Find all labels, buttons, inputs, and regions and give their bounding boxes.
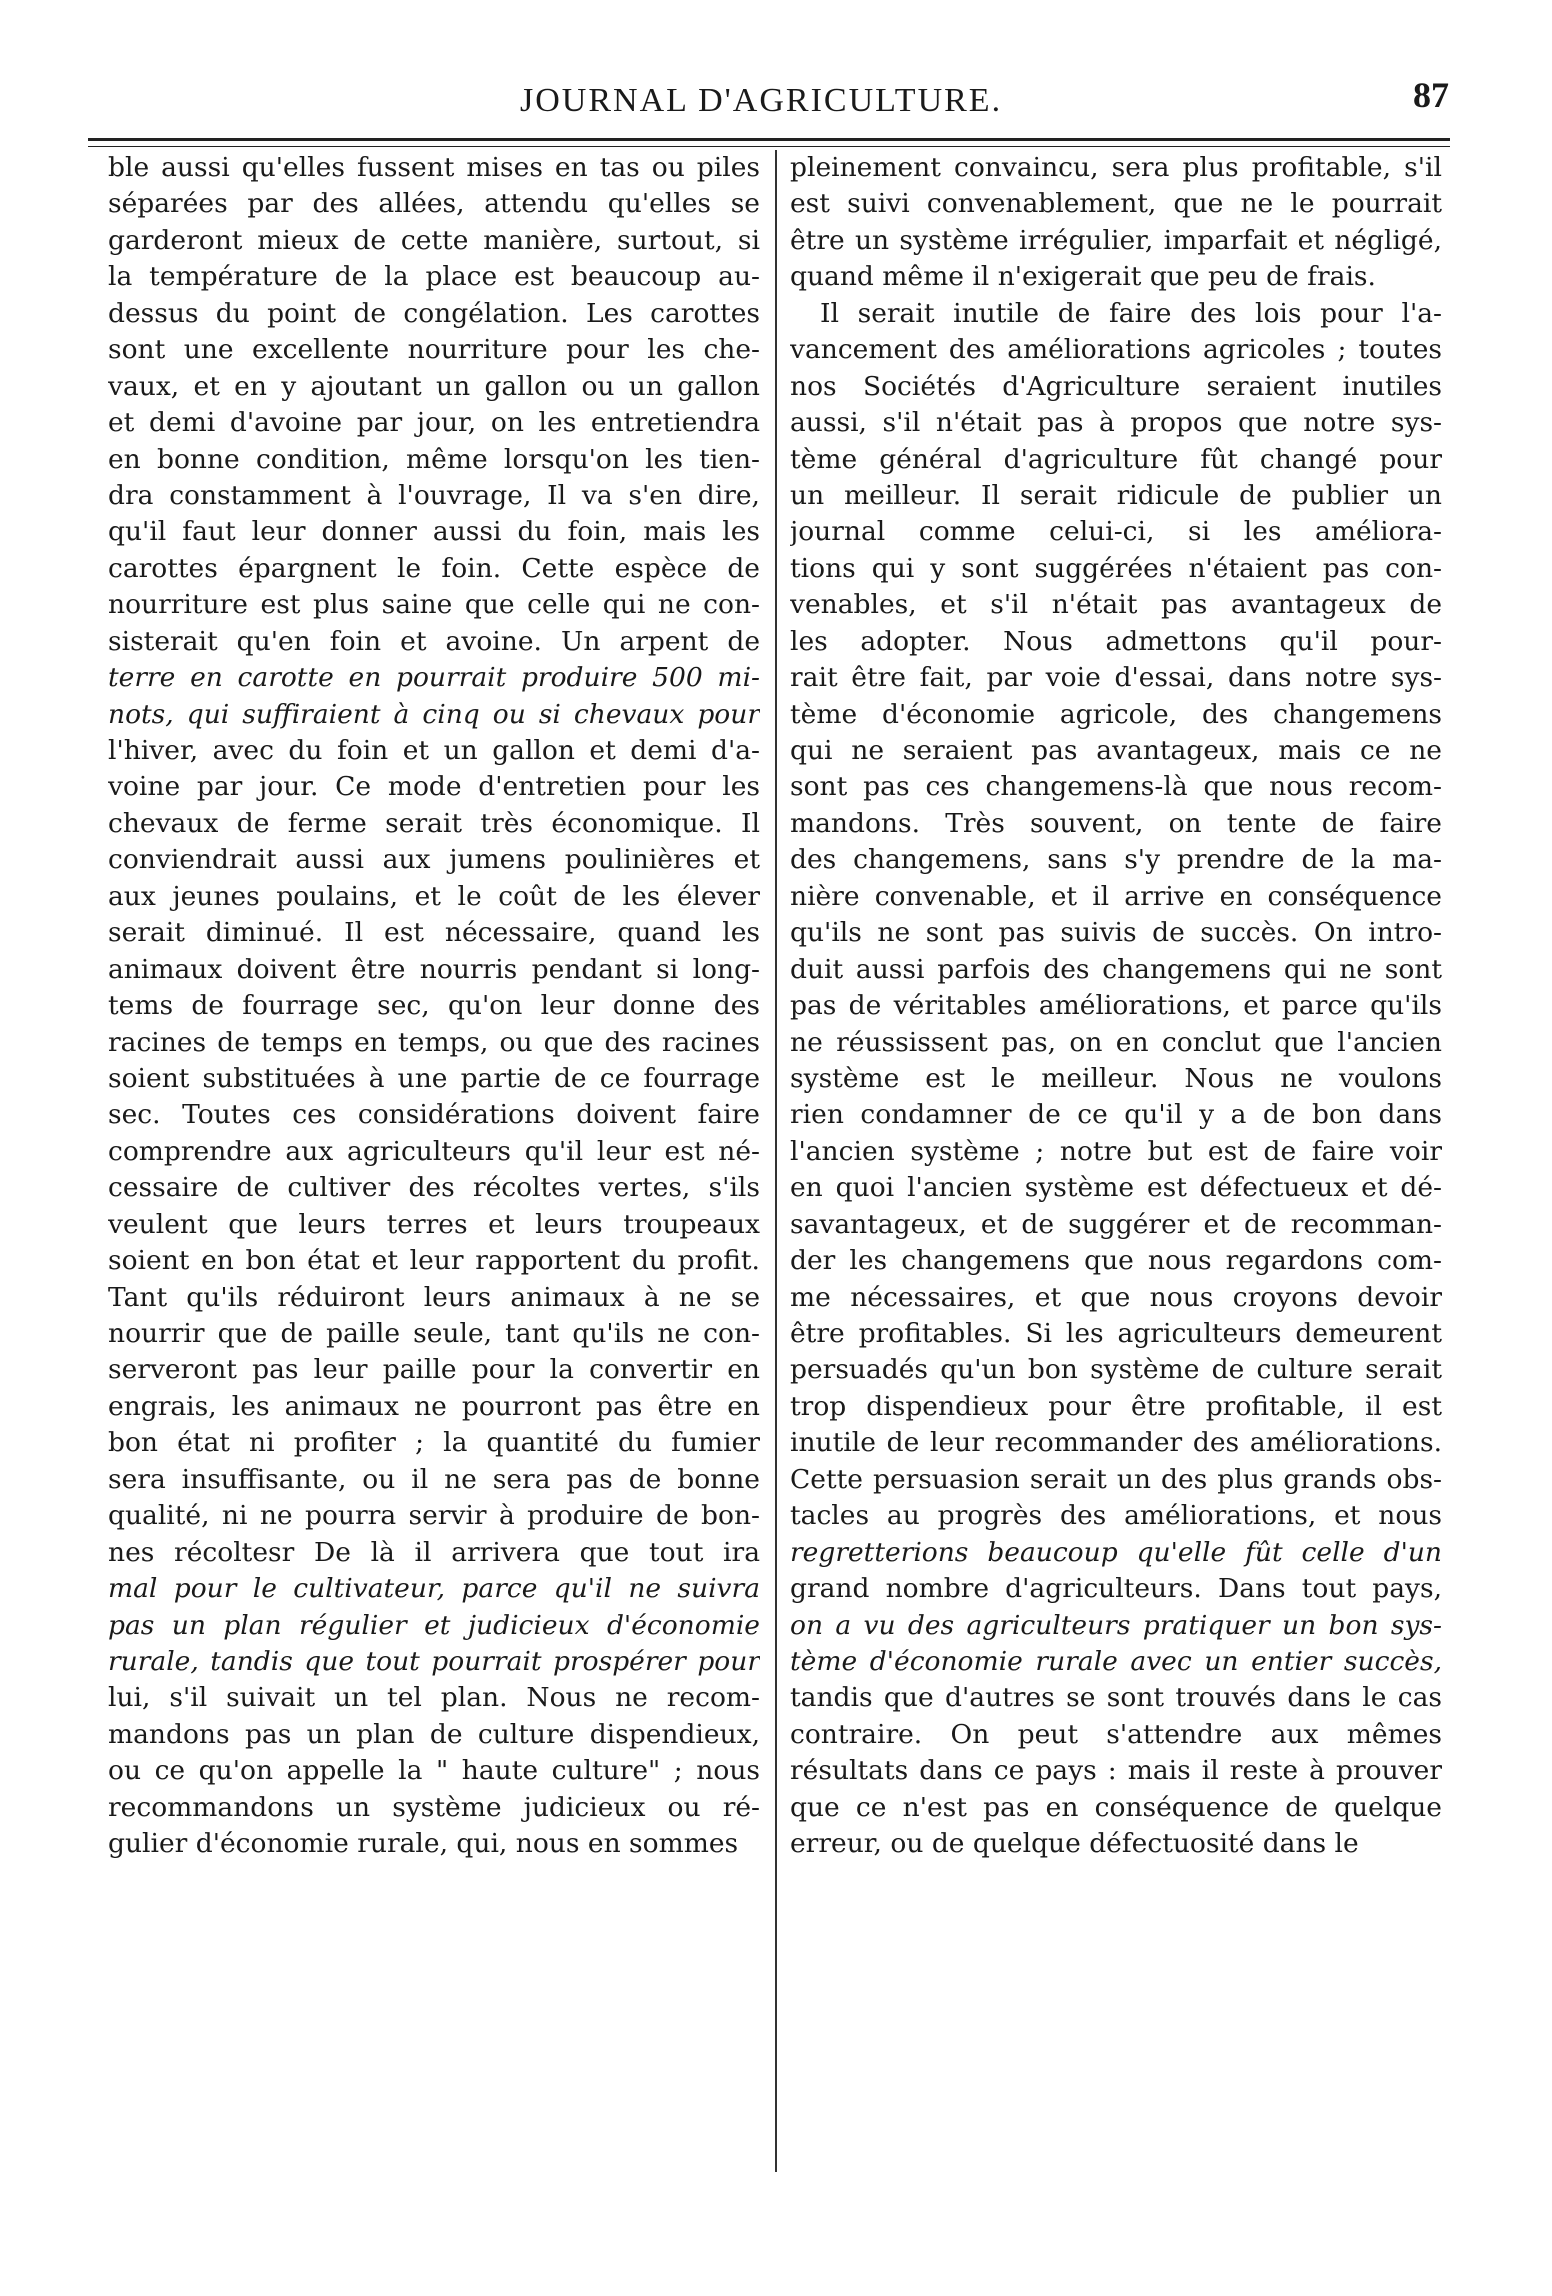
text-line: duit aussi parfois des changemens qui ne sont [790,953,1442,985]
text-line: pleinement convaincu, sera plus profitable, s'il [790,152,1442,183]
text-line: sont pas ces changemens-là que nous recom- [790,771,1442,803]
text-line: trop dispendieux pour être profitable, il est [790,1390,1442,1422]
text-line: persuadés qu'un bon système de culture serait [790,1354,1442,1386]
text-line: cessaire de cultiver des récoltes vertes, s'ils [108,1172,760,1204]
text-line: lui, s'il suivait un tel plan. Nous ne recom- [108,1682,760,1714]
text-line: et demi d'avoine par jour, on les entretiendra [108,407,760,439]
text-line: être un système irrégulier, imparfait et négligé, [790,224,1442,256]
text-line: en bonne condition, même lorsqu'on les tien- [108,443,760,475]
text-line: résultats dans ce pays : mais il reste à prouver [790,1755,1442,1787]
text-line: grand nombre d'agriculteurs. Dans tout pays, [790,1573,1442,1605]
text-line: soient en bon état et leur rapportent du profit. [108,1245,760,1277]
text-line: ne réussissent pas, on en conclut que l'ancien [790,1026,1442,1058]
text-line: tandis que d'autres se sont trouvés dans le cas [790,1682,1442,1714]
text-line: être profitables. Si les agriculteurs demeurent [790,1318,1442,1349]
text-line: serait diminué. Il est nécessaire, quand les [108,917,760,949]
text-line: que ce n'est pas en conséquence de quelque [790,1791,1442,1823]
text-line: nots, qui suffiraient à cinq ou si chevaux pour [108,698,760,730]
text-line: chevaux de ferme serait très économique. Il [108,807,760,839]
text-line: tème d'économie agricole, des changemens [790,698,1442,730]
text-line: l'ancien système ; notre but est de faire voir [790,1135,1442,1167]
text-line: inutile de leur recommander des améliorations. [790,1427,1442,1459]
text-line: les adopter. Nous admettons qu'il pour- [790,625,1442,657]
text-line: qui ne seraient pas avantageux, mais ce ne [790,735,1442,766]
right-column [790,150,1442,2180]
text-line: rurale, tandis que tout pourrait prospérer pour [108,1645,760,1677]
text-line: nos Sociétés d'Agriculture seraient inutiles [790,370,1442,402]
text-line: comprendre aux agriculteurs qu'il leur est né- [108,1135,760,1167]
text-line: sera insuffisante, ou il ne sera pas de bonne [108,1463,760,1495]
text-line: erreur, ou de quelque défectuosité dans le [790,1828,1359,1860]
text-line: terre en carotte en pourrait produire 500 mi- [108,662,760,694]
text-line: nourrir que de paille seule, tant qu'ils ne con- [108,1318,760,1349]
text-line: Il serait inutile de faire des lois pour l'a- [820,297,1442,329]
text-line: Tant qu'ils réduiront leurs animaux à ne se [108,1281,760,1313]
text-line: la température de la place est beaucoup au- [108,261,760,293]
text-line: quand même il n'exigerait que peu de frais. [790,261,1376,293]
text-line: nourriture est plus saine que celle qui ne con- [108,589,760,621]
text-line: des changemens, sans s'y prendre de la ma- [790,844,1442,876]
text-line: venables, et s'il n'était pas avantageux de [790,589,1442,621]
text-line: aux jeunes poulains, et le coût de les élever [108,880,760,912]
text-line: en quoi l'ancien système est défectueux et dé- [790,1172,1442,1204]
text-line: ble aussi qu'elles fussent mises en tas ou piles [108,152,760,183]
running-head [0,75,1552,132]
text-line: ou ce qu'on appelle la " haute culture" ; nous [108,1755,760,1787]
left-column [108,150,760,2180]
text-line: pas de véritables améliorations, et parce qu'ils [790,990,1442,1022]
text-line: tions qui y sont suggérées n'étaient pas con- [790,552,1442,584]
text-line: tems de fourrage sec, qu'on leur donne des [108,990,760,1022]
text-line: tème général d'agriculture fût changé pour [790,443,1442,475]
text-line: conviendrait aussi aux jumens poulinières et [108,844,760,876]
text-line: garderont mieux de cette manière, surtout, si [108,224,760,256]
text-line: tacles au progrès des améliorations, et nous [790,1500,1442,1532]
text-line: un meilleur. Il serait ridicule de publier un [790,479,1442,511]
text-line: carottes épargnent le foin. Cette espèce de [108,552,760,584]
text-line: on a vu des agriculteurs pratiquer un bon sys- [790,1609,1442,1641]
text-line: journal comme celui-ci, si les améliora- [790,516,1442,548]
text-line: voine par jour. Ce mode d'entretien pour les [108,771,760,803]
text-line: est suivi convenablement, que ne le pourrait [790,188,1442,220]
text-line: bon état ni profiter ; la quantité du fumier [108,1427,760,1459]
text-line: vaux, et en y ajoutant un gallon ou un gallon [108,370,760,402]
text-line: contraire. On peut s'attendre aux mêmes [790,1718,1442,1750]
text-line: Cette persuasion serait un des plus grands obs- [790,1463,1442,1495]
page-number: 87 [1413,75,1449,115]
text-line: der les changemens que nous regardons com- [790,1245,1442,1277]
text-line: mandons. Très souvent, on tente de faire [790,807,1442,839]
text-line: sisterait qu'en foin et avoine. Un arpent de [108,625,760,657]
text-line: soient substituées à une partie de ce fourrage [108,1062,760,1094]
text-line: sec. Toutes ces considérations doivent faire [108,1099,760,1131]
text-line: recommandons un système judicieux ou ré- [108,1791,760,1823]
text-line: qu'il faut leur donner aussi du foin, mais les [108,516,760,548]
text-line: gulier d'économie rurale, qui, nous en sommes [108,1828,739,1860]
text-line: nière convenable, et il arrive en conséquence [790,880,1442,912]
text-line: l'hiver, avec du foin et un gallon et demi d'a- [108,735,760,766]
text-line: me nécessaires, et que nous croyons devoir [790,1281,1442,1313]
text-line: tème d'économie rurale avec un entier succès, [790,1645,1442,1677]
text-line: qualité, ni ne pourra servir à produire de bon- [108,1500,760,1532]
text-line: mal pour le cultivateur, parce qu'il ne suivra [108,1573,760,1605]
header-rule-thin [88,146,1450,147]
text-line: nes récoltesr De là il arrivera que tout ira [108,1536,760,1568]
text-line: sont une excellente nourriture pour les che- [108,334,760,366]
text-line: dra constamment à l'ouvrage, Il va s'en dire, [108,479,760,511]
text-line: animaux doivent être nourris pendant si long- [108,953,760,985]
text-line: qu'ils ne sont pas suivis de succès. On intro- [790,917,1442,949]
column-divider [775,150,777,2172]
header-rule-thick [88,138,1450,141]
text-line: savantageux, et de suggérer et de recomman- [790,1208,1442,1240]
text-line: aussi, s'il n'était pas à propos que notre sys- [790,407,1442,439]
text-line: système est le meilleur. Nous ne voulons [790,1062,1442,1094]
text-line: veulent que leurs terres et leurs troupeaux [108,1208,760,1240]
text-line: regretterions beaucoup qu'elle fût celle d'un [790,1536,1442,1568]
text-line: serveront pas leur paille pour la convertir en [108,1354,760,1386]
text-line: engrais, les animaux ne pourront pas être en [108,1390,760,1422]
text-line: dessus du point de congélation. Les carottes [108,297,760,329]
text-line: mandons pas un plan de culture dispendieux, [108,1718,760,1750]
text-line: rien condamner de ce qu'il y a de bon dans [790,1099,1442,1131]
text-line: racines de temps en temps, ou que des racines [108,1026,760,1058]
text-line: rait être fait, par voie d'essai, dans notre sys- [790,662,1442,694]
text-line: séparées par des allées, attendu qu'elles se [108,188,760,220]
running-title: JOURNAL D'AGRICULTURE. [520,82,1003,119]
text-line: pas un plan régulier et judicieux d'économie [108,1609,760,1641]
text-line: vancement des améliorations agricoles ; toutes [790,334,1442,366]
